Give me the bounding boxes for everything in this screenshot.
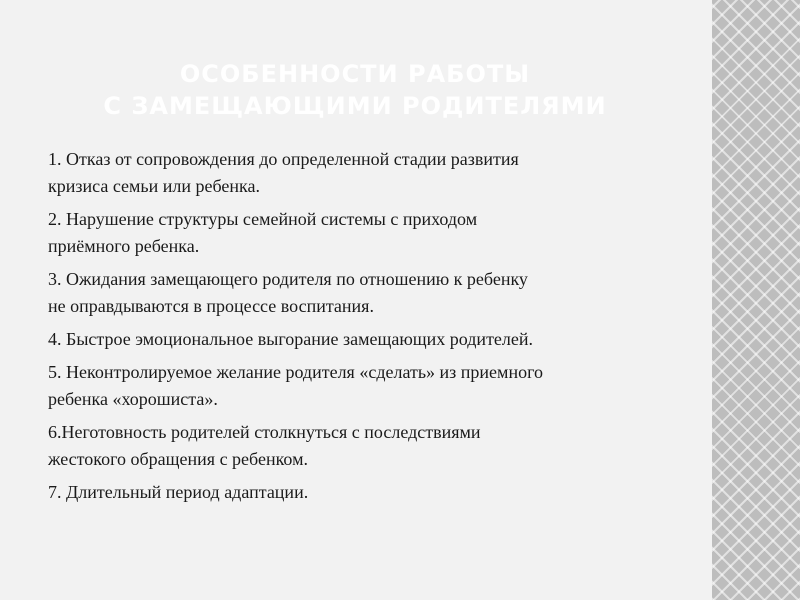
list-item-6-line-2: жестокого обращения с ребенком. [48, 449, 308, 469]
list-item-7 [48, 479, 688, 506]
list-item-2-line-1: 2. Нарушение структуры семейной системы с приходом [48, 209, 478, 229]
list-item-3-line-2: не оправдываются в процессе воспитания. [48, 296, 374, 316]
list-item-5 [48, 359, 688, 413]
list-item-6 [48, 419, 688, 473]
decorative-side-pattern [712, 0, 800, 600]
list-item-3-line-1: 3. Ожидания замещающего родителя по отношению к ребенку [48, 269, 528, 289]
list-item-5-line-1: 5. Неконтролируемое желание родителя «сделать» из приемного [48, 362, 544, 382]
list-item-4 [48, 326, 688, 353]
title-line-1: ОСОБЕННОСТИ РАБОТЫ [179, 60, 531, 88]
features-list [48, 146, 688, 512]
list-item-2 [48, 206, 688, 260]
list-item-1-line-1: 1. Отказ от сопровождения до определенной стадии развития [48, 149, 519, 169]
list-item-4-line-1: 4. Быстрое эмоциональное выгорание замещающих родителей. [48, 329, 534, 349]
list-item-1 [48, 146, 688, 200]
list-item-1-line-2: кризиса семьи или ребенка. [48, 176, 260, 196]
list-item-2-line-2: приёмного ребенка. [48, 236, 200, 256]
title-line-2: С ЗАМЕЩАЮЩИМИ РОДИТЕЛЯМИ [103, 92, 607, 120]
list-item-5-line-2: ребенка «хорошиста». [48, 389, 218, 409]
list-item-3 [48, 266, 688, 320]
slide-title [40, 58, 670, 122]
list-item-7-line-1: 7. Длительный период адаптации. [48, 482, 309, 502]
list-item-6-line-1: 6.Неготовность родителей столкнуться с последствиями [48, 422, 481, 442]
